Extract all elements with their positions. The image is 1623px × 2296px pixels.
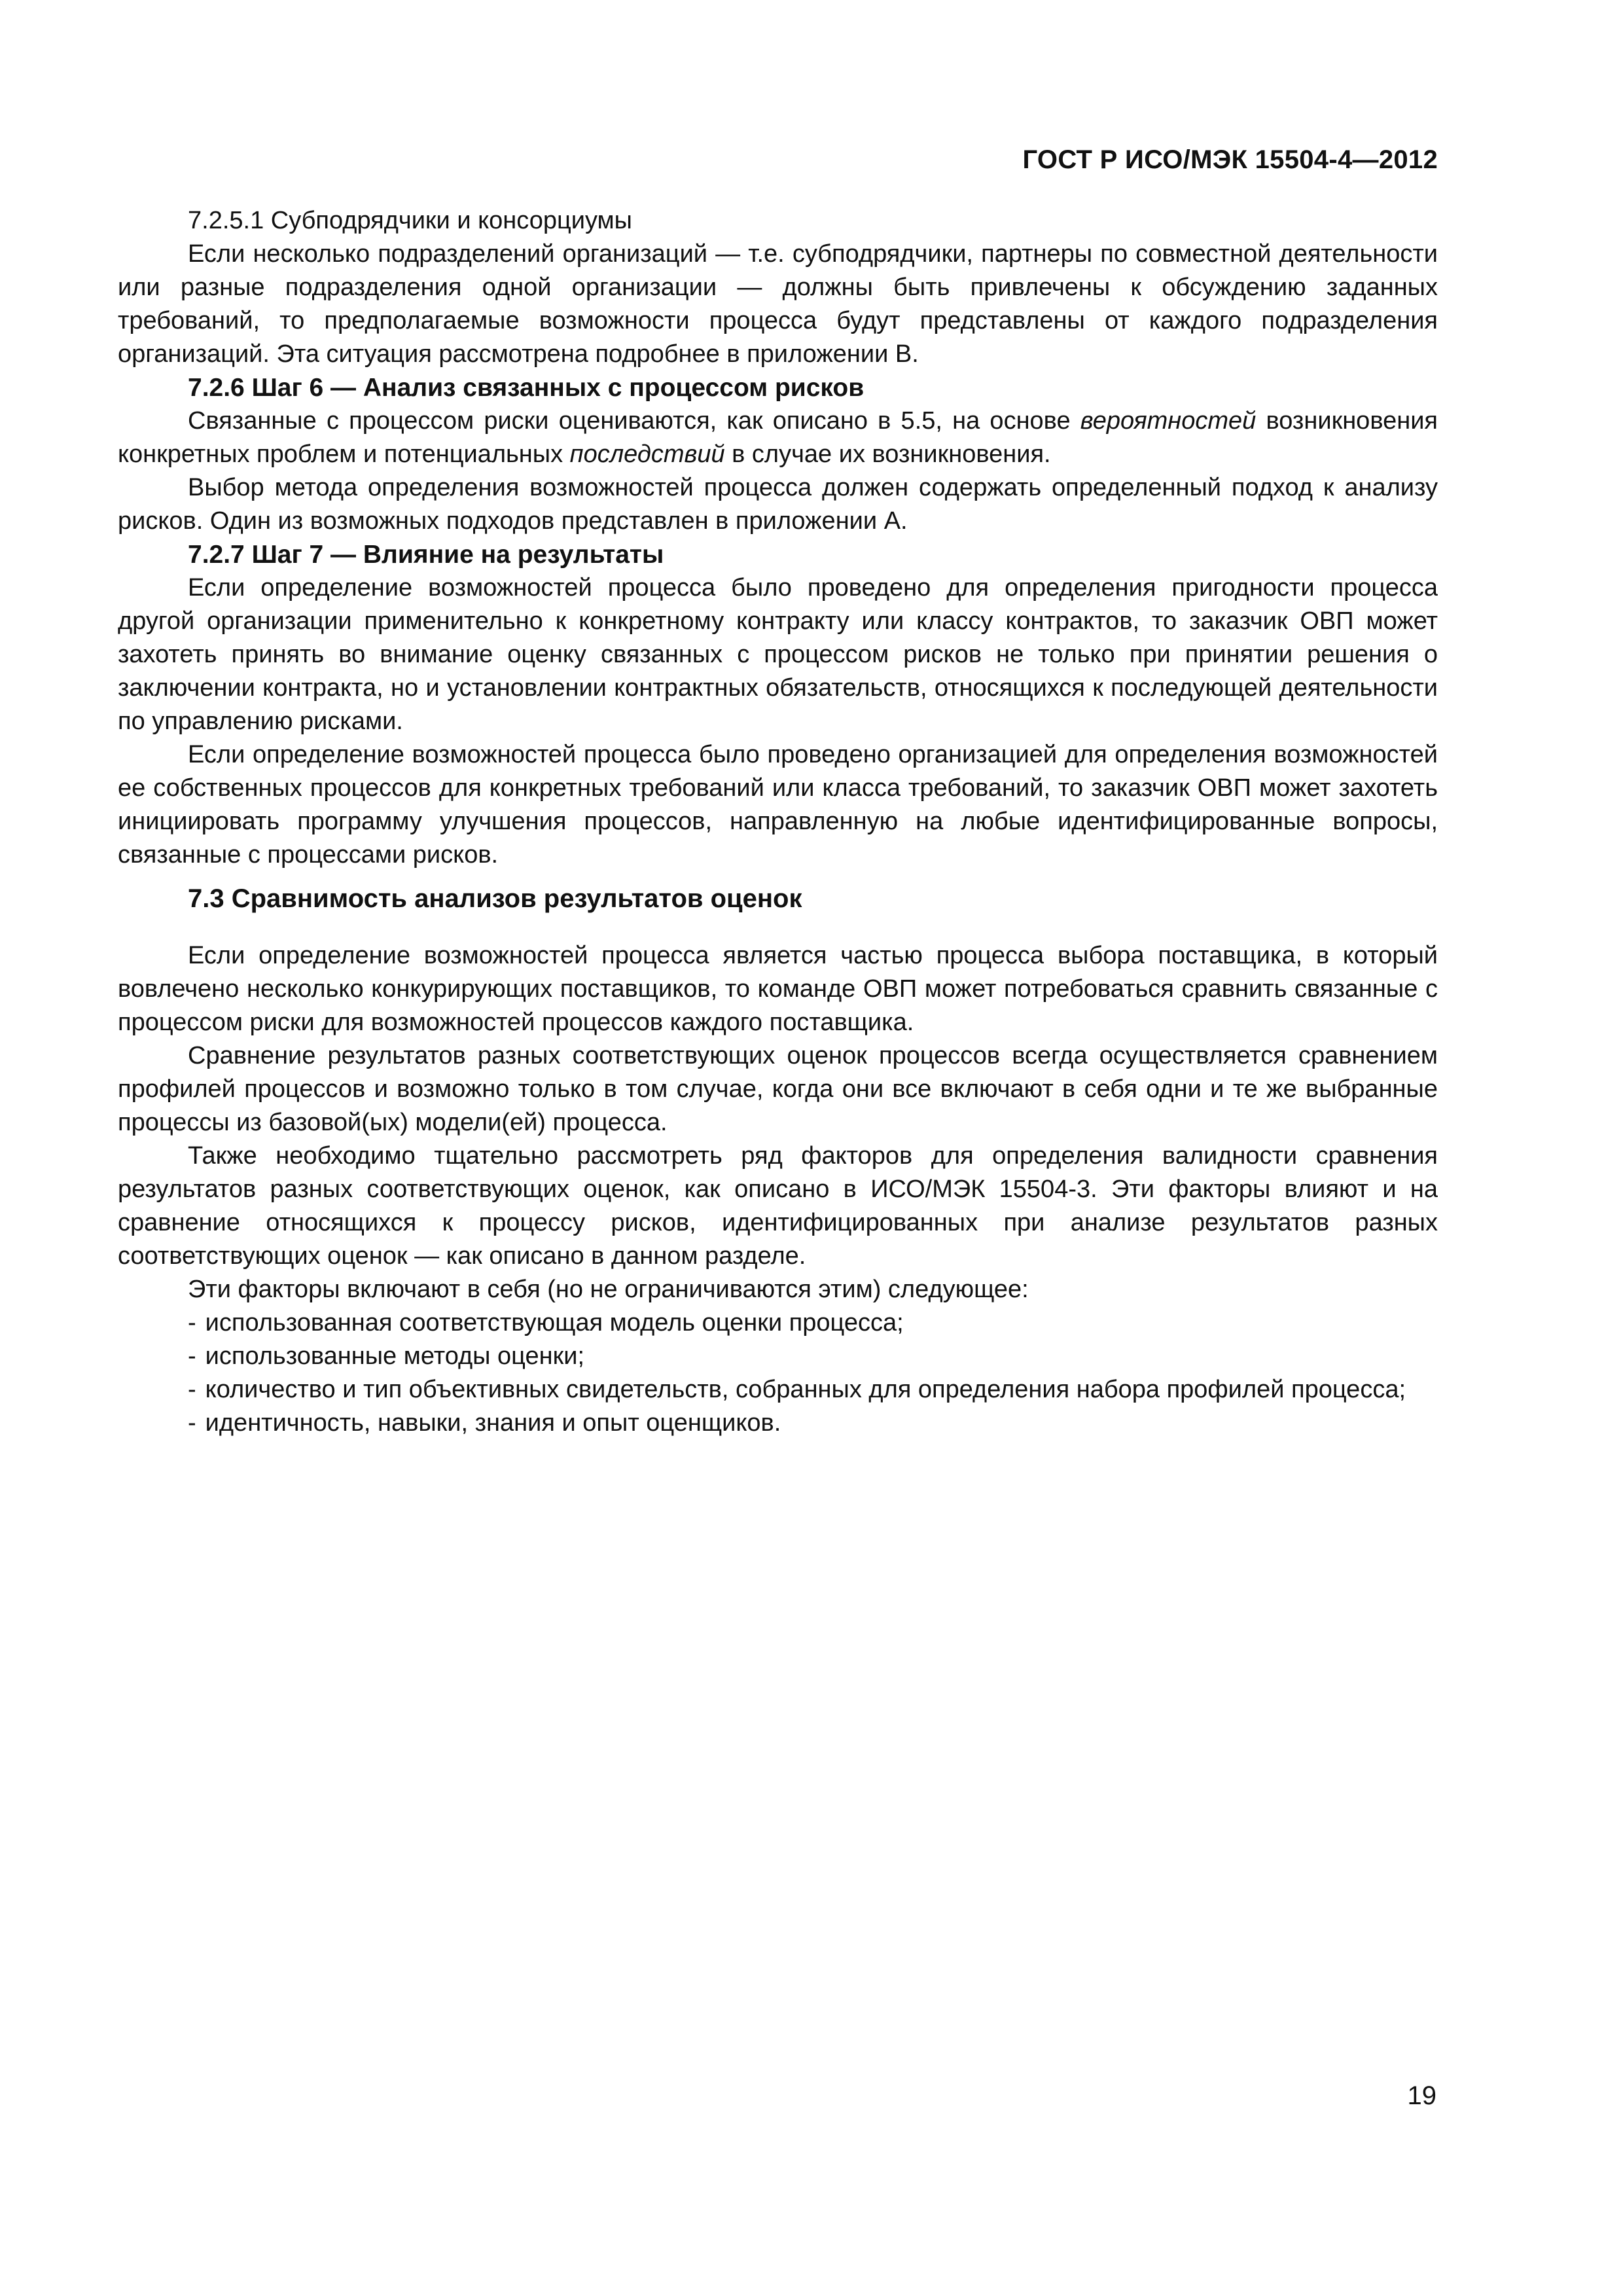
list-item (118, 1340, 1438, 1373)
page-content (118, 204, 1438, 1440)
emphasis-term: последствий (569, 440, 725, 468)
list-marker: - (188, 1376, 196, 1403)
paragraph: Если несколько подразделений организаций — т.е. субподрядчики, партнеры по совместной деятельности или разные подразделения одной организации — должны быть привлечены к обсуждению заданных требований, то предполагаемые возможности процесса будут представлены от каждого подразделения организаций. Эта ситуация рассмотрена подробнее в приложении В. (118, 240, 1438, 368)
text-run: в случае их возникновения. (724, 440, 1051, 468)
subsection-title-7-2-5-1: 7.2.5.1 Субподрядчики и консорциумы (188, 207, 632, 234)
list-item (118, 1407, 1438, 1440)
section-title-7-3: 7.3 Сравнимость анализов результатов оценок (188, 884, 802, 913)
list-marker: - (188, 1409, 196, 1437)
paragraph: Выбор метода определения возможностей процесса должен содержать определенный подход к анализу рисков. Один из возможных подходов представлен в приложении А. (118, 474, 1438, 535)
list-item-text: идентичность, навыки, знания и опыт оценщиков. (205, 1409, 781, 1437)
list-item-text: использованная соответствующая модель оценки процесса; (205, 1309, 904, 1336)
list-marker: - (188, 1309, 196, 1336)
paragraph (118, 404, 1438, 471)
paragraph: Если определение возможностей процесса является частью процесса выбора поставщика, в который вовлечено несколько конкурирующих поставщиков, то команде ОВП может потребоваться сравнить связанные с процессом риски для возможностей процессов каждого поставщика. (118, 942, 1438, 1036)
emphasis-term: вероятностей (1080, 407, 1257, 435)
section-title-7-2-6: 7.2.6 Шаг 6 — Анализ связанных с процессом рисков (188, 374, 865, 402)
list-item (118, 1373, 1438, 1407)
list-item-text: количество и тип объективных свидетельств, собранных для определения набора профилей процесса; (205, 1376, 1406, 1403)
section-title-7-2-7: 7.2.7 Шаг 7 — Влияние на результаты (188, 541, 664, 569)
list-marker: - (188, 1342, 196, 1370)
standard-header: ГОСТ Р ИСО/МЭК 15504-4—2012 (1022, 145, 1438, 174)
paragraph: Эти факторы включают в себя (но не ограничиваются этим) следующее: (188, 1276, 1029, 1303)
paragraph: Сравнение результатов разных соответствующих оценок процессов всегда осуществляется сравнением профилей процессов и возможно только в том случае, когда они все включают в себя одни и те же выбранные процессы из базовой(ых) модели(ей) процесса. (118, 1042, 1438, 1136)
text-run: Связанные с процессом риски оцениваются, как описано в 5.5, на основе (188, 407, 1080, 435)
paragraph: Если определение возможностей процесса было проведено для определения пригодности процесса другой организации применительно к конкретному контракту или классу контрактов, то заказчик ОВП может захотеть принять во внимание оценку связанных с процессом рисков не только при принятии решения о заключении контракта, но и установлении контрактных обязательств, относящихся к последующей деятельности по управлению рисками. (118, 574, 1438, 735)
page-number: 19 (1407, 2081, 1436, 2110)
list-item (118, 1306, 1438, 1340)
paragraph: Если определение возможностей процесса было проведено организацией для определения возможностей ее собственных процессов для конкретных требований или класса требований, то заказчик ОВП может захотеть инициировать программу улучшения процессов, направленную на любые идентифицированные вопросы, связанные с процессами рисков. (118, 741, 1438, 869)
text-run: возникновения конкретных проблем и потенциальных (118, 407, 1438, 468)
paragraph: Также необходимо тщательно рассмотреть ряд факторов для определения валидности сравнения результатов разных соответствующих оценок, как описано в ИСО/МЭК 15504-3. Эти факторы влияют и на сравнение относящихся к процессу рисков, идентифицированных при анализе результатов разных соответствующих оценок — как описано в данном разделе. (118, 1142, 1438, 1270)
list-item-text: использованные методы оценки; (205, 1342, 585, 1370)
